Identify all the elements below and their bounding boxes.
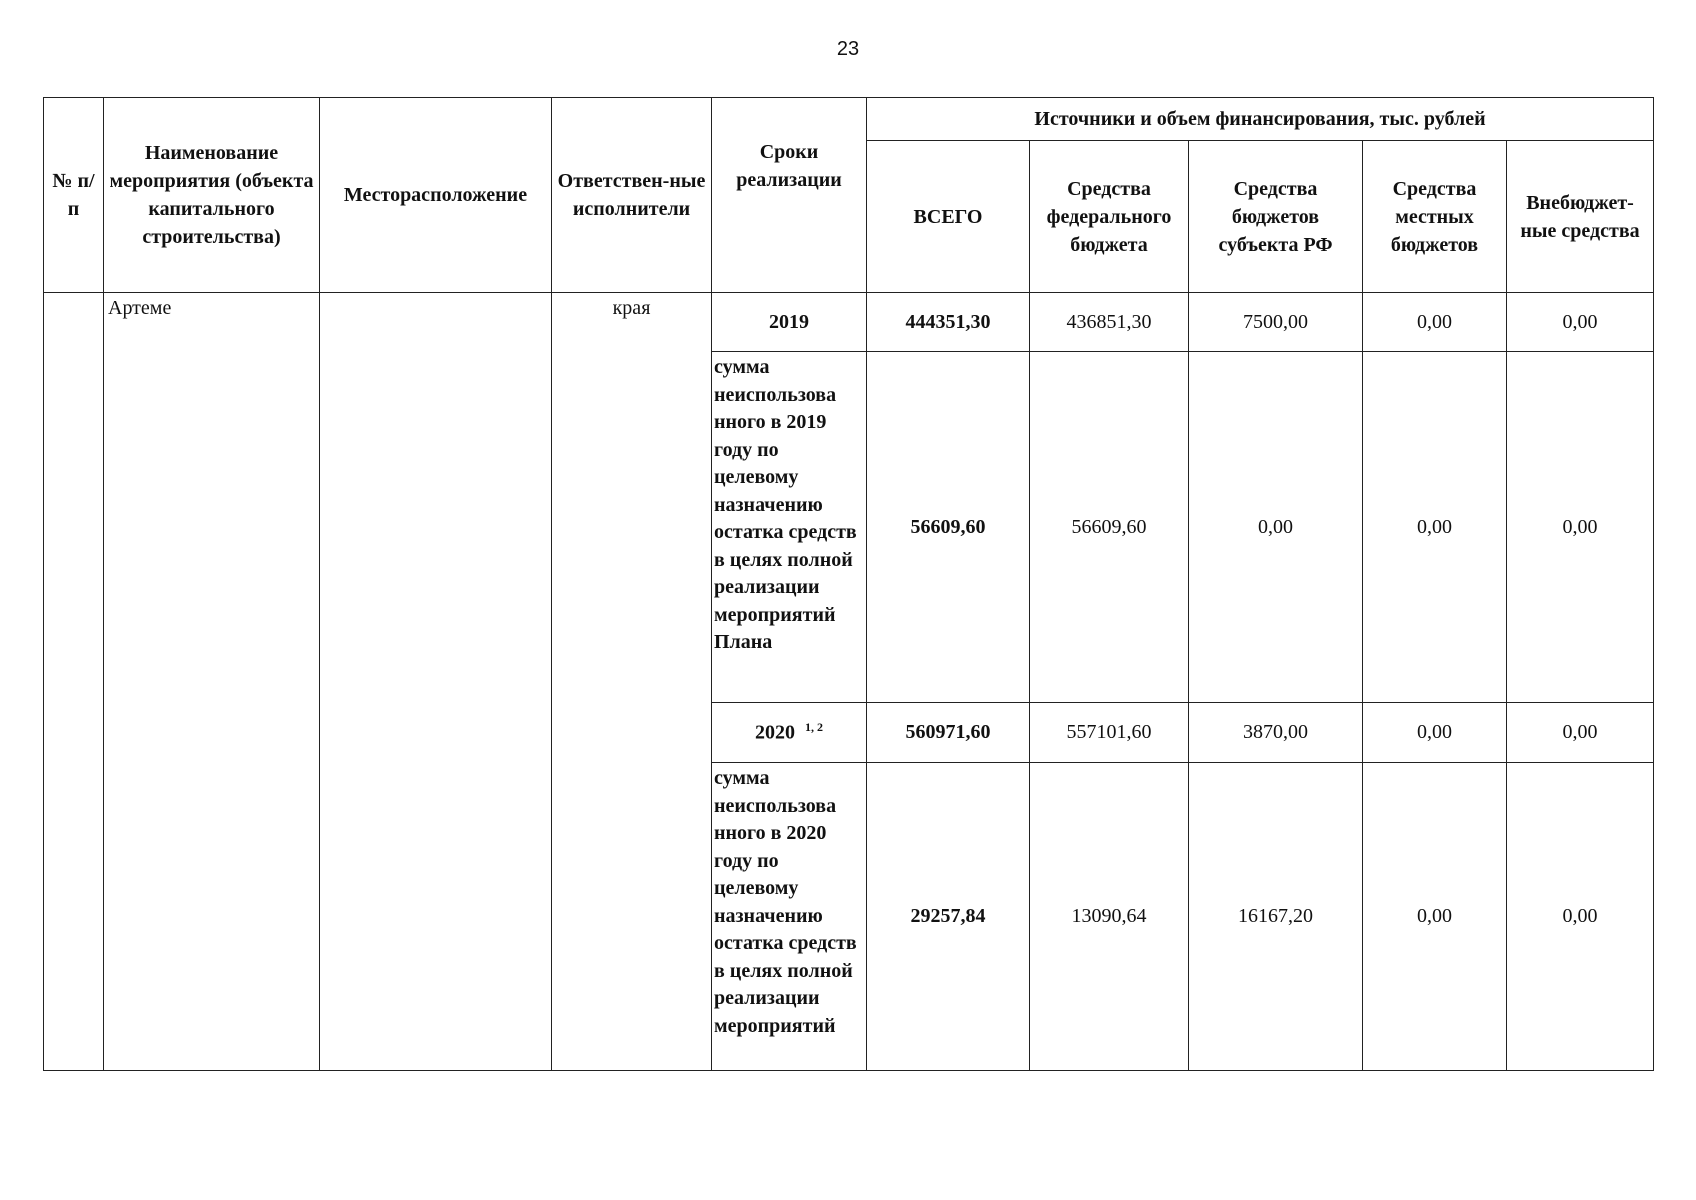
- header-num: № п/п: [44, 98, 104, 293]
- cell-subject: 3870,00: [1189, 703, 1363, 763]
- header-name: Наименование мероприятия (объекта капитального строительства): [104, 98, 320, 293]
- cell-subject: 0,00: [1189, 352, 1363, 703]
- cell-subject: 16167,20: [1189, 763, 1363, 1071]
- cell-period: [712, 703, 867, 763]
- cell-period: 2019: [712, 293, 867, 352]
- cell-federal: 13090,64: [1030, 763, 1189, 1071]
- period-year-text: 2020: [755, 721, 795, 744]
- cell-extra: 0,00: [1507, 293, 1654, 352]
- cell-subject: 7500,00: [1189, 293, 1363, 352]
- cell-total: 444351,30: [867, 293, 1030, 352]
- footnote-marker: 1, 2: [805, 720, 823, 735]
- cell-federal: 56609,60: [1030, 352, 1189, 703]
- header-total: ВСЕГО: [867, 141, 1030, 293]
- cell-location: [320, 293, 552, 1071]
- cell-num: [44, 293, 104, 1071]
- cell-local: 0,00: [1363, 293, 1507, 352]
- cell-local: 0,00: [1363, 352, 1507, 703]
- cell-local: 0,00: [1363, 763, 1507, 1071]
- cell-total: 29257,84: [867, 763, 1030, 1071]
- cell-extra: 0,00: [1507, 703, 1654, 763]
- cell-extra: 0,00: [1507, 763, 1654, 1071]
- cell-total: 560971,60: [867, 703, 1030, 763]
- header-location: Месторасположение: [320, 98, 552, 293]
- header-federal: Средства федерального бюджета: [1030, 141, 1189, 293]
- table-row: [44, 293, 1654, 352]
- cell-extra: 0,00: [1507, 352, 1654, 703]
- page-number: 23: [836, 38, 860, 60]
- financing-table: [43, 97, 1654, 1071]
- header-executors: Ответствен-ные исполнители: [552, 98, 712, 293]
- cell-name: Артеме: [104, 293, 320, 1071]
- cell-federal: 436851,30: [1030, 293, 1189, 352]
- cell-local: 0,00: [1363, 703, 1507, 763]
- cell-federal: 557101,60: [1030, 703, 1189, 763]
- header-extra: Внебюджет-ные средства: [1507, 141, 1654, 293]
- cell-period: сумма неиспользова нного в 2020 году по целевому назначению остатка средств в целях полной реализации мероприятий: [712, 763, 867, 1071]
- header-period: Сроки реализации: [712, 98, 867, 293]
- header-financing-group: Источники и объем финансирования, тыс. рублей: [867, 98, 1654, 141]
- header-subject: Средства бюджетов субъекта РФ: [1189, 141, 1363, 293]
- cell-period: сумма неиспользова нного в 2019 году по целевому назначению остатка средств в целях полной реализации мероприятий Плана: [712, 352, 867, 703]
- cell-total: 56609,60: [867, 352, 1030, 703]
- cell-executors: края: [552, 293, 712, 1071]
- header-local: Средства местных бюджетов: [1363, 141, 1507, 293]
